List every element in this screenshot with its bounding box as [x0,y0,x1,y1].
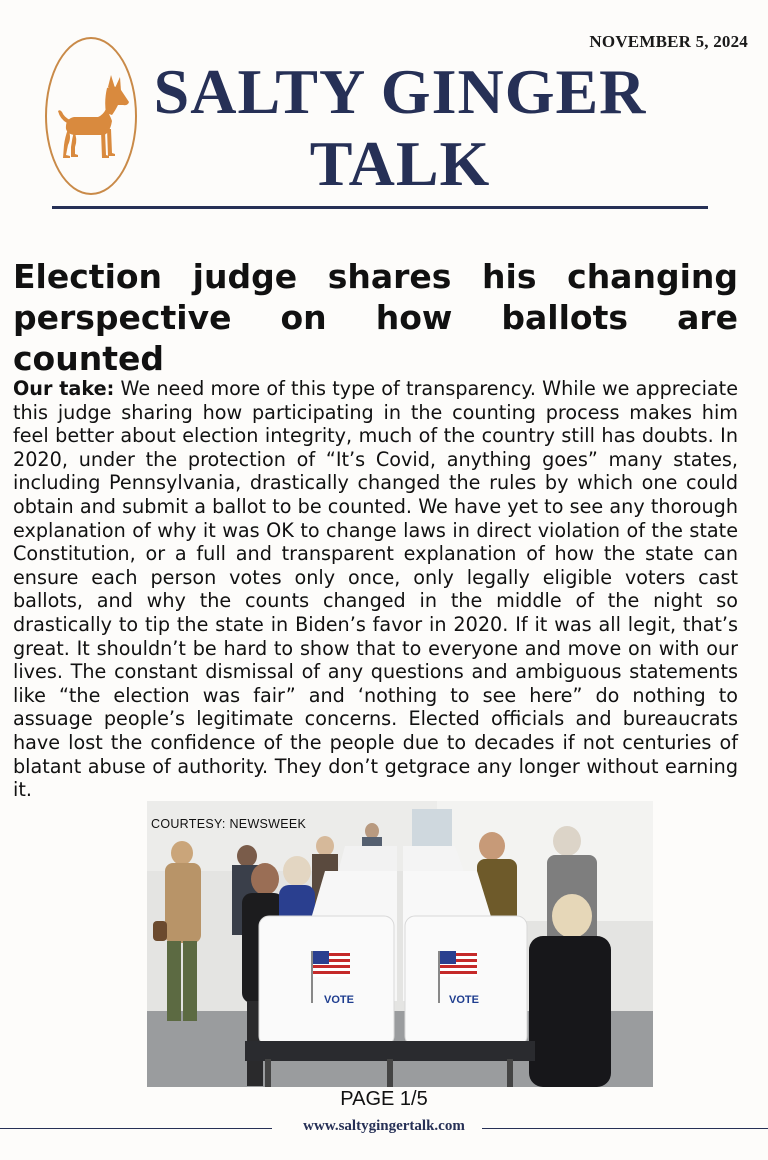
issue-date: NOVEMBER 5, 2024 [589,32,748,51]
article-body [13,377,738,802]
page-number: PAGE 1/5 [340,1088,428,1110]
article-photo [147,801,653,1087]
article-headline: Election judge shares his changing perspective on how ballots are counted [13,257,738,378]
footer-website-text[interactable]: www.saltygingertalk.com [297,1118,471,1134]
lead-label: Our take: [13,377,115,400]
article-body-text: We need more of this type of transparency. While we appreciate this judge sharing how participating in the counting process makes him feel better about election integrity, much of the country still has doubts. In 2020, under the protection of “It’s Covid, anything goes” many states, including Pennsylvania, drastically changed the rules by which one could obtain and submit a ballot to be counted. We have yet to see any thorough explanation of why it was OK to change laws in direct violation of the state Constitution, or a full and transparent explanation of how the state can ensure each person votes only once, only legally eligible voters cast ballots, and why the counts changed in the middle of the night so drastically to tip the state in Biden’s favor in 2020. If it was all legit, that’s great. It shouldn’t be hard to show that to everyone and move on with our lives. The constant dismissal of any questions and ambiguous statements like “the election was fair” and ‘nothing to see here” do nothing to assuage people’s legitimate concerns. Elected officials and bureaucrats have lost the confidence of the people due to decades if not centuries of blatant abuse of authority. They don’t getgrace any longer without earning it. [13,377,738,802]
booth-vote-label: VOTE [324,994,354,1006]
brand-title-line2: TALK [309,128,491,199]
dog-icon [54,75,130,159]
booth-vote-label: VOTE [449,994,479,1006]
header-divider [52,206,708,209]
logo [45,37,137,195]
brand-title-line1: SALTY GINGER [153,56,647,127]
footer-website[interactable] [0,1118,768,1135]
voting-booths-illustration [147,801,653,1087]
photo-credit: COURTESY: NEWSWEEK [151,817,307,831]
